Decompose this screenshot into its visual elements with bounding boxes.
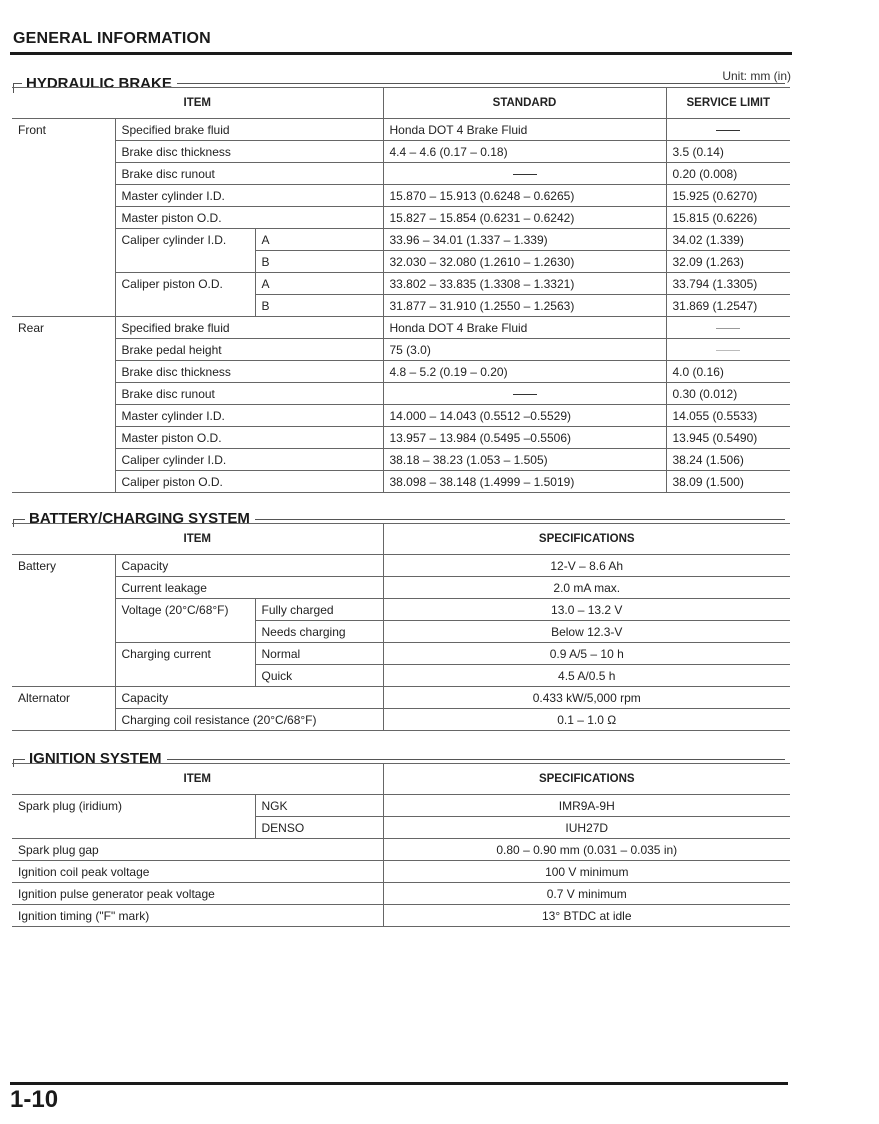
- hydraulic-brake-title: HYDRAULIC BRAKE: [22, 75, 177, 93]
- table-row: [12, 317, 790, 339]
- hydraulic-brake-table: [12, 87, 790, 493]
- standard-cell: 33.802 – 33.835 (1.3308 – 1.3321): [383, 273, 666, 295]
- unit-label: Unit: mm (in): [718, 69, 791, 83]
- standard-cell: [383, 163, 666, 185]
- dash-mark: [513, 394, 537, 395]
- item-cell: Current leakage: [115, 577, 383, 599]
- page-header-title: GENERAL INFORMATION: [13, 30, 211, 47]
- limit-cell: 38.09 (1.500): [666, 471, 790, 493]
- spec-cell: 0.80 – 0.90 mm (0.031 – 0.035 in): [383, 839, 790, 861]
- standard-cell: 15.827 – 15.854 (0.6231 – 0.6242): [383, 207, 666, 229]
- standard-cell: 38.098 – 38.148 (1.4999 – 1.5019): [383, 471, 666, 493]
- col-header-item: ITEM: [12, 88, 383, 119]
- spec-cell: IMR9A-9H: [383, 795, 790, 817]
- table-row: [12, 361, 790, 383]
- limit-cell: 15.815 (0.6226): [666, 207, 790, 229]
- ignition-system-title: IGNITION SYSTEM: [25, 750, 167, 768]
- sub-cell: B: [255, 251, 383, 273]
- col-header-specifications: SPECIFICATIONS: [383, 524, 790, 555]
- item-cell: Master cylinder I.D.: [115, 185, 383, 207]
- spec-cell: 12-V – 8.6 Ah: [383, 555, 790, 577]
- item-cell: Brake disc thickness: [115, 141, 383, 163]
- standard-cell: Honda DOT 4 Brake Fluid: [383, 317, 666, 339]
- item-cell: Capacity: [115, 555, 383, 577]
- standard-cell: 14.000 – 14.043 (0.5512 –0.5529): [383, 405, 666, 427]
- table-row: [12, 207, 790, 229]
- col-header-item: ITEM: [12, 764, 383, 795]
- limit-cell: 14.055 (0.5533): [666, 405, 790, 427]
- spec-cell: 13.0 – 13.2 V: [383, 599, 790, 621]
- spec-cell: Below 12.3-V: [383, 621, 790, 643]
- sub-cell: Quick: [255, 665, 383, 687]
- table-row: [12, 883, 790, 905]
- limit-cell: 33.794 (1.3305): [666, 273, 790, 295]
- sub-cell: NGK: [255, 795, 383, 817]
- standard-cell: 4.4 – 4.6 (0.17 – 0.18): [383, 141, 666, 163]
- ignition-system-table: [12, 763, 790, 927]
- table-row: [12, 905, 790, 927]
- item-cell: Ignition pulse generator peak voltage: [12, 883, 383, 905]
- col-header-specifications: SPECIFICATIONS: [383, 764, 790, 795]
- item-cell: Ignition timing ("F" mark): [12, 905, 383, 927]
- item-cell: Caliper piston O.D.: [115, 273, 255, 317]
- table-row: [12, 339, 790, 361]
- table-row: [12, 449, 790, 471]
- item-cell: Caliper cylinder I.D.: [115, 449, 383, 471]
- item-cell: Voltage (20°C/68°F): [115, 599, 255, 643]
- standard-cell: Honda DOT 4 Brake Fluid: [383, 119, 666, 141]
- table-row: [12, 427, 790, 449]
- standard-cell: 75 (3.0): [383, 339, 666, 361]
- spec-cell: 0.433 kW/5,000 rpm: [383, 687, 790, 709]
- item-cell: Brake disc runout: [115, 163, 383, 185]
- limit-cell: 31.869 (1.2547): [666, 295, 790, 317]
- dash-mark: [513, 174, 537, 175]
- col-header-service-limit: SERVICE LIMIT: [666, 88, 790, 119]
- spec-cell: 13° BTDC at idle: [383, 905, 790, 927]
- group-label-alternator: Alternator: [12, 687, 115, 731]
- item-cell: Specified brake fluid: [115, 317, 383, 339]
- sub-cell: A: [255, 273, 383, 295]
- table-row: [12, 229, 790, 251]
- standard-cell: 31.877 – 31.910 (1.2550 – 1.2563): [383, 295, 666, 317]
- standard-cell: 38.18 – 38.23 (1.053 – 1.505): [383, 449, 666, 471]
- limit-cell: 34.02 (1.339): [666, 229, 790, 251]
- limit-cell: 3.5 (0.14): [666, 141, 790, 163]
- sub-cell: B: [255, 295, 383, 317]
- table-row: [12, 795, 790, 817]
- table-row: [12, 273, 790, 295]
- table-row: [12, 141, 790, 163]
- table-row: [12, 599, 790, 621]
- dash-mark: [716, 130, 740, 131]
- item-cell: Specified brake fluid: [115, 119, 383, 141]
- table-row: [12, 861, 790, 883]
- header-rule: [10, 52, 792, 55]
- table-row: [12, 643, 790, 665]
- table-row: [12, 839, 790, 861]
- limit-cell: 4.0 (0.16): [666, 361, 790, 383]
- sub-cell: DENSO: [255, 817, 383, 839]
- dash-mark: [716, 350, 740, 351]
- group-label-battery: Battery: [12, 555, 115, 687]
- sub-cell: Normal: [255, 643, 383, 665]
- limit-cell: [666, 317, 790, 339]
- table-row: [12, 405, 790, 427]
- standard-cell: 4.8 – 5.2 (0.19 – 0.20): [383, 361, 666, 383]
- sub-cell: Needs charging: [255, 621, 383, 643]
- table-row: [12, 185, 790, 207]
- dash-mark: [716, 328, 740, 329]
- sub-cell: A: [255, 229, 383, 251]
- battery-charging-title: BATTERY/CHARGING SYSTEM: [25, 510, 255, 528]
- table-header-row: [12, 88, 790, 119]
- spec-cell: 0.9 A/5 – 10 h: [383, 643, 790, 665]
- item-cell: Brake disc runout: [115, 383, 383, 405]
- table-row: [12, 383, 790, 405]
- standard-cell: 33.96 – 34.01 (1.337 – 1.339): [383, 229, 666, 251]
- item-cell: Master cylinder I.D.: [115, 405, 383, 427]
- spec-cell: 0.7 V minimum: [383, 883, 790, 905]
- table-row: [12, 577, 790, 599]
- item-cell: Capacity: [115, 687, 383, 709]
- standard-cell: 32.030 – 32.080 (1.2610 – 1.2630): [383, 251, 666, 273]
- page-number: 1-10: [10, 1086, 59, 1113]
- spec-cell: 4.5 A/0.5 h: [383, 665, 790, 687]
- col-header-item: ITEM: [12, 524, 383, 555]
- spec-cell: IUH27D: [383, 817, 790, 839]
- item-cell: Spark plug (iridium): [12, 795, 255, 839]
- limit-cell: 32.09 (1.263): [666, 251, 790, 273]
- item-cell: Ignition coil peak voltage: [12, 861, 383, 883]
- battery-charging-table: [12, 523, 790, 731]
- table-row: [12, 709, 790, 731]
- table-row: [12, 555, 790, 577]
- limit-cell: 0.30 (0.012): [666, 383, 790, 405]
- limit-cell: 15.925 (0.6270): [666, 185, 790, 207]
- table-row: [12, 687, 790, 709]
- group-label-rear: Rear: [12, 317, 115, 493]
- limit-cell: 13.945 (0.5490): [666, 427, 790, 449]
- table-row: [12, 119, 790, 141]
- item-cell: Master piston O.D.: [115, 427, 383, 449]
- table-header-row: [12, 764, 790, 795]
- group-label-front: Front: [12, 119, 115, 317]
- standard-cell: 13.957 – 13.984 (0.5495 –0.5506): [383, 427, 666, 449]
- table-header-row: [12, 524, 790, 555]
- standard-cell: 15.870 – 15.913 (0.6248 – 0.6265): [383, 185, 666, 207]
- item-cell: Brake pedal height: [115, 339, 383, 361]
- item-cell: Charging coil resistance (20°C/68°F): [115, 709, 383, 731]
- item-cell: Master piston O.D.: [115, 207, 383, 229]
- table-row: [12, 163, 790, 185]
- item-cell: Charging current: [115, 643, 255, 687]
- spec-cell: 100 V minimum: [383, 861, 790, 883]
- item-cell: Caliper piston O.D.: [115, 471, 383, 493]
- item-cell: Brake disc thickness: [115, 361, 383, 383]
- limit-cell: 38.24 (1.506): [666, 449, 790, 471]
- spec-cell: 2.0 mA max.: [383, 577, 790, 599]
- limit-cell: [666, 339, 790, 361]
- item-cell: Spark plug gap: [12, 839, 383, 861]
- standard-cell: [383, 383, 666, 405]
- spec-cell: 0.1 – 1.0 Ω: [383, 709, 790, 731]
- footer-rule: [10, 1082, 788, 1085]
- table-row: [12, 471, 790, 493]
- limit-cell: [666, 119, 790, 141]
- sub-cell: Fully charged: [255, 599, 383, 621]
- limit-cell: 0.20 (0.008): [666, 163, 790, 185]
- item-cell: Caliper cylinder I.D.: [115, 229, 255, 273]
- col-header-standard: STANDARD: [383, 88, 666, 119]
